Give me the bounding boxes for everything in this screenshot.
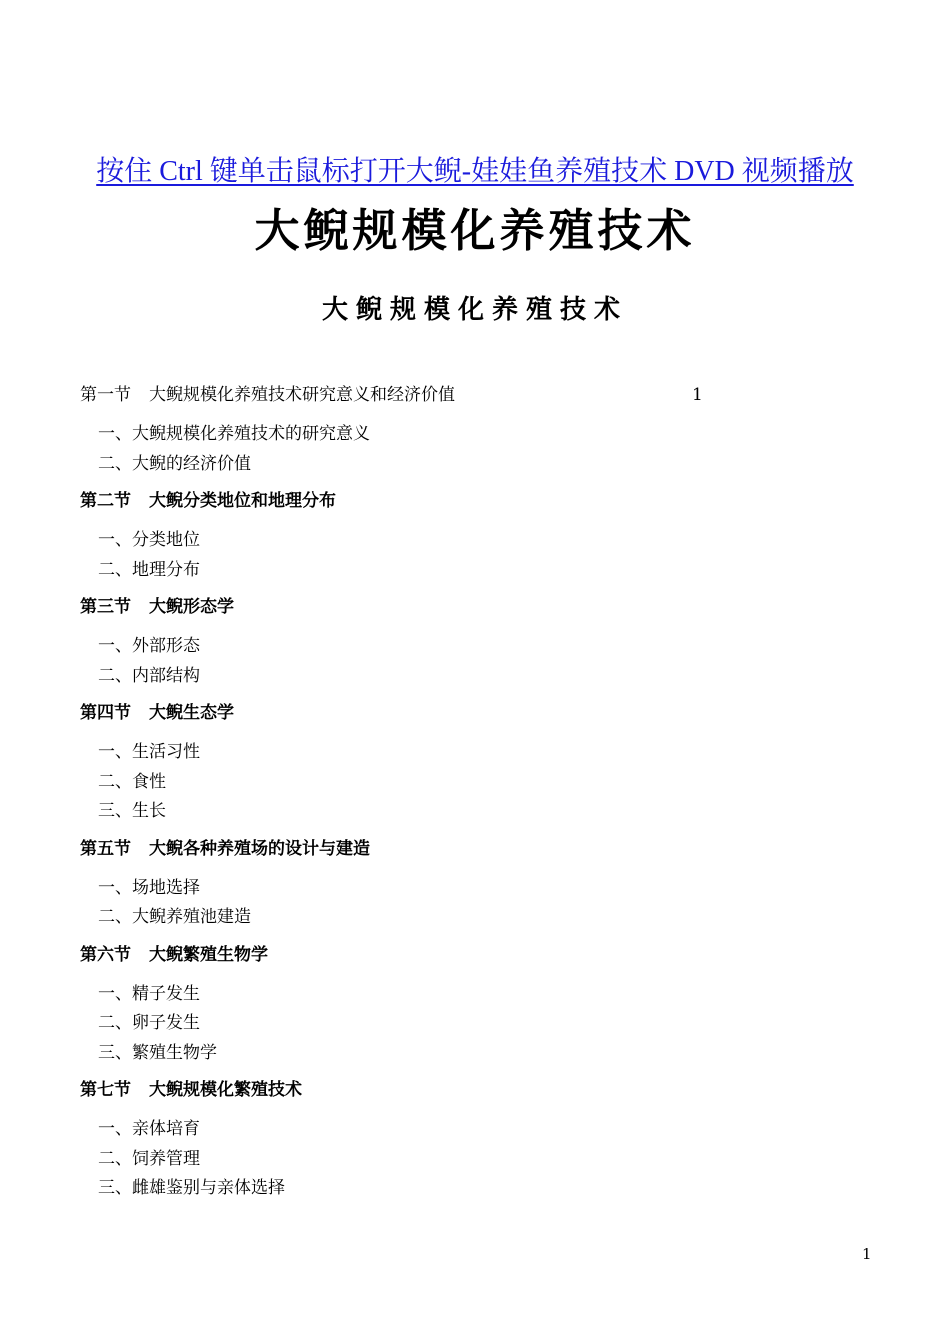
section-number: 第四节	[80, 703, 131, 723]
page-number: 1	[862, 1245, 872, 1263]
section-title: 大鲵繁殖生物学	[149, 944, 268, 965]
section-title: 大鲵形态学	[149, 597, 234, 617]
section-number: 第六节	[80, 944, 131, 965]
section-title: 大鲵各种养殖场的设计与建造	[149, 838, 370, 859]
video-link[interactable]: 按住 Ctrl 键单击鼠标打开大鲵-娃娃鱼养殖技术 DVD 视频播放	[96, 156, 854, 187]
section-number: 第三节	[80, 597, 131, 617]
subsection-item: 二、食性	[98, 771, 166, 792]
section-number: 第二节	[80, 491, 131, 511]
toc-section-heading	[80, 940, 880, 970]
subsection-item: 三、雌雄鉴别与亲体选择	[98, 1178, 285, 1198]
subsection-list	[98, 874, 880, 933]
section-title: 大鲵规模化养殖技术研究意义和经济价值	[149, 385, 455, 405]
subsection-item: 三、生长	[98, 801, 166, 821]
subsection-item: 一、亲体培育	[98, 1119, 200, 1139]
table-of-contents	[80, 380, 880, 1211]
subsection-item: 一、生活习性	[98, 742, 200, 762]
subsection-item: 一、外部形态	[98, 636, 200, 656]
toc-section-heading	[80, 486, 880, 516]
section-number: 第一节	[80, 385, 131, 405]
subsection-list	[98, 1115, 880, 1204]
subsection-item: 二、饲养管理	[98, 1148, 200, 1169]
subsection-item: 二、大鲵养殖池建造	[98, 907, 251, 927]
subsection-item: 一、分类地位	[98, 530, 200, 550]
subsection-item: 一、场地选择	[98, 877, 200, 898]
subsection-item: 三、繁殖生物学	[98, 1042, 217, 1063]
subsection-item: 二、大鲵的经济价值	[98, 453, 251, 474]
section-title: 大鲵分类地位和地理分布	[149, 491, 336, 511]
subsection-item: 一、大鲵规模化养殖技术的研究意义	[98, 424, 370, 444]
subsection-item: 二、内部结构	[98, 665, 200, 686]
section-page-number: 1	[692, 385, 703, 405]
section-title: 大鲵生态学	[149, 703, 234, 723]
page-title: 大鲵规模化养殖技术	[254, 204, 696, 257]
subsection-item: 二、卵子发生	[98, 1013, 200, 1033]
toc-section-heading	[80, 380, 880, 410]
toc-section-heading	[80, 1075, 880, 1105]
subsection-list	[98, 420, 880, 479]
subsection-item: 一、精子发生	[98, 983, 200, 1004]
subsection-item: 二、地理分布	[98, 559, 200, 580]
subsection-list	[98, 738, 880, 827]
toc-section-heading	[80, 592, 880, 622]
toc-section-heading	[80, 698, 880, 728]
toc-section-heading	[80, 834, 880, 864]
subsection-list	[98, 980, 880, 1069]
subsection-list	[98, 526, 880, 585]
section-number: 第七节	[80, 1080, 131, 1100]
toc-heading: 大鲵规模化养殖技术	[321, 295, 628, 325]
subsection-list	[98, 632, 880, 691]
section-title: 大鲵规模化繁殖技术	[149, 1080, 302, 1100]
section-number: 第五节	[80, 838, 131, 859]
